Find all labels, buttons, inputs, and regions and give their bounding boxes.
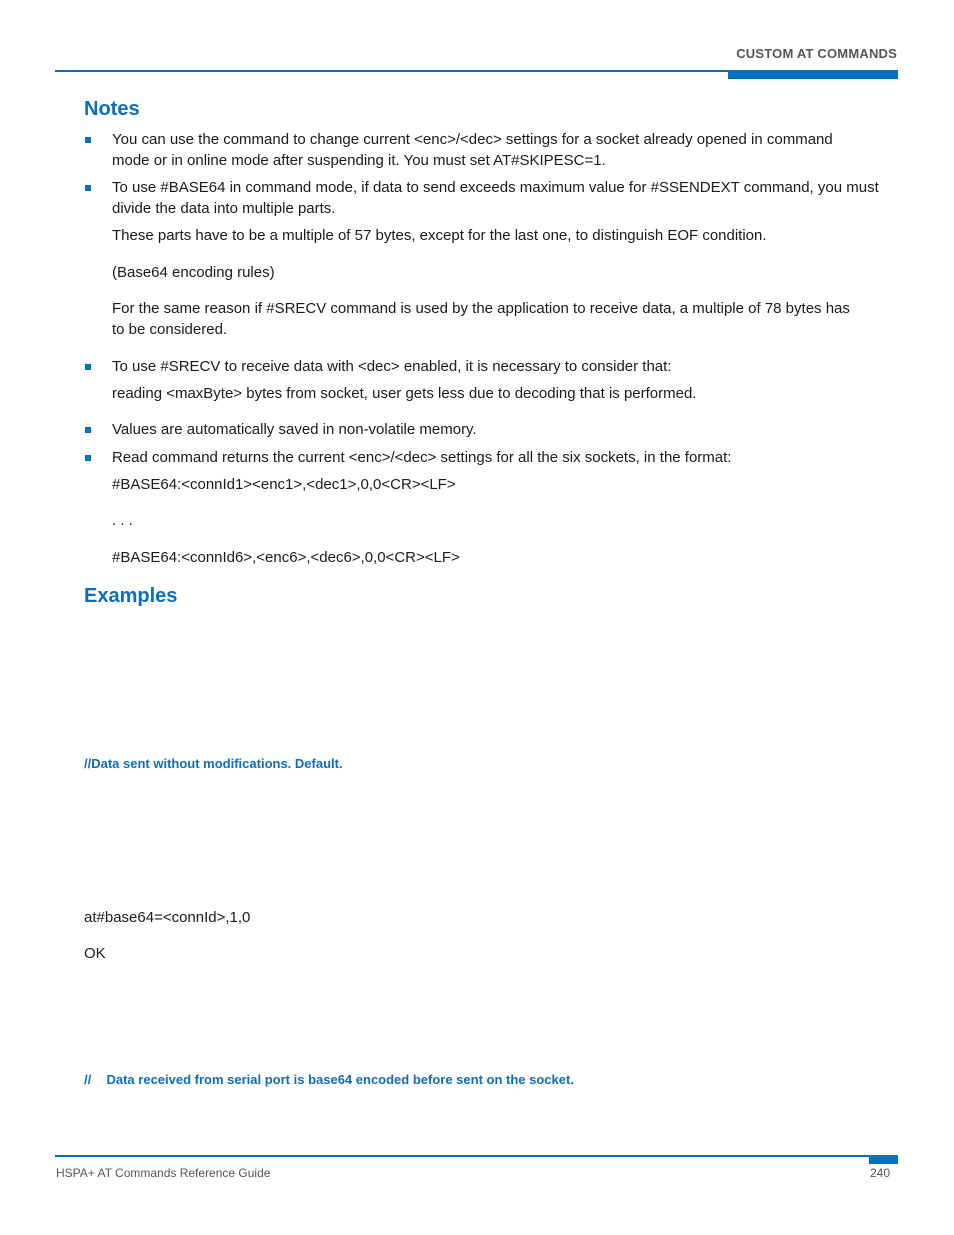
footer-rule bbox=[55, 1155, 898, 1157]
comment-text: Data received from serial port is base64 encoded before sent on the socket. bbox=[106, 1072, 574, 1087]
bullet-square-icon bbox=[85, 364, 91, 370]
note-2-line-2: divide the data into multiple parts. bbox=[112, 200, 336, 217]
note-1-line-1: You can use the command to change current <enc>/<dec> settings for a socket already opened in command bbox=[112, 131, 833, 148]
note-2-paragraph-2: (Base64 encoding rules) bbox=[112, 264, 275, 281]
note-4-line-1: Values are automatically saved in non-volatile memory. bbox=[112, 421, 477, 438]
note-5-format-line-1: #BASE64:<connId1><enc1>,<dec1>,0,0<CR><LF> bbox=[112, 476, 456, 493]
note-5-line-1: Read command returns the current <enc>/<dec> settings for all the six sockets, in the format: bbox=[112, 449, 732, 466]
note-5-format-line-6: #BASE64:<connId6>,<enc6>,<dec6>,0,0<CR><LF> bbox=[112, 549, 460, 566]
note-2-paragraph-3: For the same reason if #SRECV command is used by the application to receive data, a multiple of 78 bytes has bbox=[112, 300, 850, 317]
examples-heading: Examples bbox=[84, 585, 178, 607]
header-accent-bar bbox=[728, 70, 898, 79]
comment-prefix: // bbox=[84, 1072, 92, 1087]
example-response: OK bbox=[84, 945, 106, 962]
example-command: at#base64=<connId>,1,0 bbox=[84, 909, 251, 926]
bullet-square-icon bbox=[85, 185, 91, 191]
note-3-paragraph-1: reading <maxByte> bytes from socket, user gets less due to decoding that is performed. bbox=[112, 385, 697, 402]
example-comment-encoded bbox=[84, 1072, 574, 1087]
note-3-line-1: To use #SRECV to receive data with <dec> enabled, it is necessary to consider that: bbox=[112, 358, 672, 375]
footer-accent-bar bbox=[869, 1155, 898, 1164]
bullet-square-icon bbox=[85, 455, 91, 461]
note-2-line-1: To use #BASE64 in command mode, if data to send exceeds maximum value for #SSENDEXT command, you must bbox=[112, 179, 879, 196]
note-1-line-2: mode or in online mode after suspending it. You must set AT#SKIPESC=1. bbox=[112, 152, 606, 169]
footer-document-title: HSPA+ AT Commands Reference Guide bbox=[56, 1166, 271, 1180]
notes-heading: Notes bbox=[84, 98, 140, 120]
running-header: CUSTOM AT COMMANDS bbox=[736, 46, 897, 61]
example-comment-default: //Data sent without modifications. Default. bbox=[84, 756, 343, 771]
bullet-square-icon bbox=[85, 427, 91, 433]
note-2-paragraph-1: These parts have to be a multiple of 57 bytes, except for the last one, to distinguish EOF condition. bbox=[112, 227, 767, 244]
note-2-paragraph-4: to be considered. bbox=[112, 321, 228, 338]
note-5-ellipsis: . . . bbox=[112, 512, 133, 529]
footer-page-number: 240 bbox=[870, 1166, 891, 1180]
bullet-square-icon bbox=[85, 137, 91, 143]
